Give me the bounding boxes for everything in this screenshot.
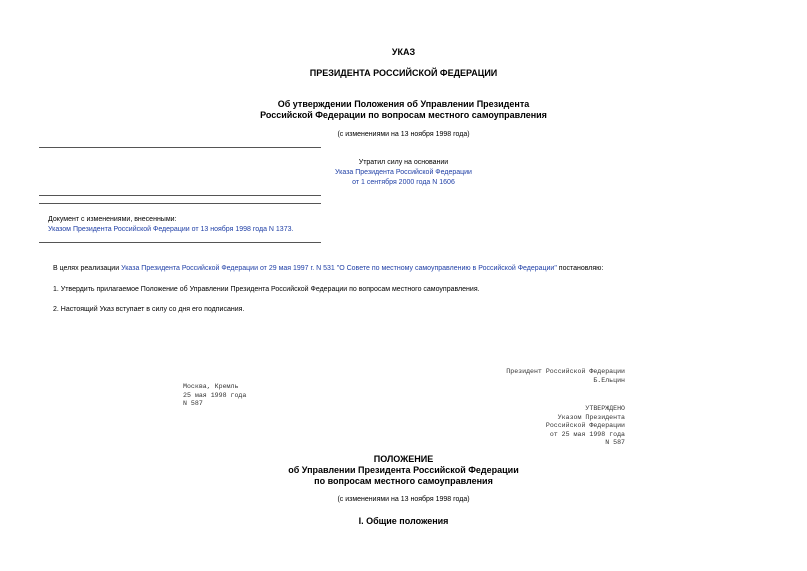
decree-item-1: 1. Утвердить прилагаемое Положение об Управлении Президента Российской Федерации по вопросам местного самоуправления. <box>53 286 480 293</box>
decree-subject-line1: Об утверждении Положения об Управлении Президента <box>277 99 530 109</box>
place: Москва, Кремль <box>183 383 239 390</box>
decree-title: УКАЗ <box>391 47 416 57</box>
regulation-amendments-note: (с изменениями на 13 ноября 1998 года) <box>337 496 470 503</box>
approval-line3: Российской Федерации <box>545 422 625 430</box>
signature-title: Президент Российской Федерации <box>506 368 625 375</box>
repeal-decree-link-line2[interactable]: от 1 сентября 2000 года N 1606 <box>352 179 455 186</box>
regulation-subject-line2: по вопросам местного самоуправления <box>314 476 493 486</box>
amending-decree-link[interactable]: Указом Президента Российской Федерации от 13 ноября 1998 года N 1373. <box>48 226 294 233</box>
approval-block <box>460 405 625 448</box>
decree-amendments-note: (с изменениями на 13 ноября 1998 года) <box>337 131 470 138</box>
intro-paragraph <box>53 264 603 274</box>
council-decree-link[interactable]: Указа Президента Российской Федерации от 29 мая 1997 г. N 531 "О Совете по местному самоуправлению в Российской Федерации" <box>121 265 557 272</box>
approval-line2: Указом Президента <box>557 413 625 421</box>
decree-subject-line2: Российской Федерации по вопросам местного самоуправления <box>260 110 547 120</box>
approval-line5: N 587 <box>605 439 625 447</box>
status-box-top-rule <box>39 147 321 148</box>
amendments-label: Документ с изменениями, внесенными: <box>48 216 177 223</box>
signature-name: Б.Ельцин <box>593 376 625 384</box>
section-heading: I. Общие положения <box>358 516 449 526</box>
approval-line4: от 25 мая 1998 года <box>549 430 625 438</box>
intro-suffix: постановляю: <box>556 265 604 272</box>
status-label: Утратил силу на основании <box>358 159 449 166</box>
decree-item-2: 2. Настоящий Указ вступает в силу со дня его подписания. <box>53 306 245 313</box>
approval-stamp: УТВЕРЖДЕНО <box>585 405 625 412</box>
decree-number: N 587 <box>183 400 203 408</box>
place-date-block <box>183 383 246 409</box>
amendments-box-bottom-rule <box>39 242 321 243</box>
status-box-bottom-rule <box>39 195 321 196</box>
amendments-box-top-rule <box>39 203 321 204</box>
regulation-title: ПОЛОЖЕНИЕ <box>373 454 434 464</box>
repeal-decree-link-line1[interactable]: Указа Президента Российской Федерации <box>335 169 472 176</box>
regulation-subject-line1: об Управлении Президента Российской Федерации <box>288 465 519 475</box>
intro-prefix: В целях реализации <box>53 265 122 272</box>
decree-issuer: ПРЕЗИДЕНТА РОССИЙСКОЙ ФЕДЕРАЦИИ <box>309 68 498 78</box>
signature-block <box>460 368 625 385</box>
date: 25 мая 1998 года <box>183 391 247 399</box>
